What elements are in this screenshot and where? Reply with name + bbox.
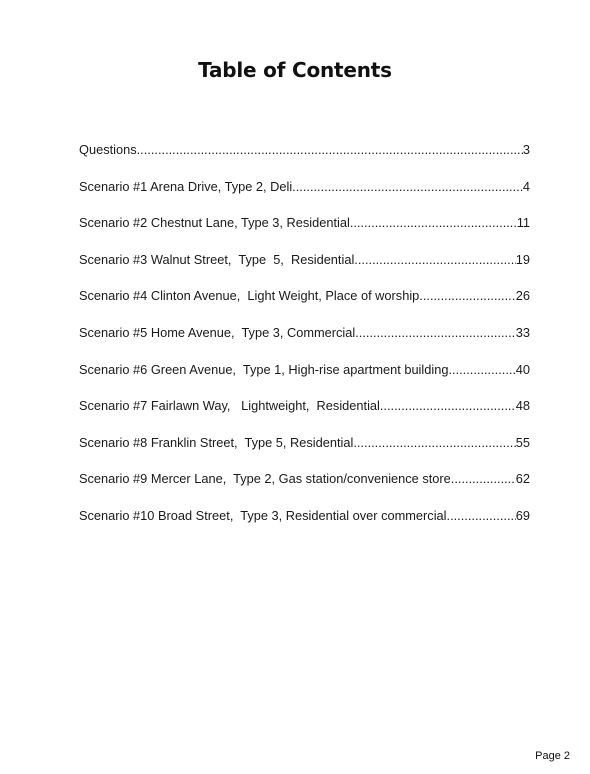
toc-dot-leader (419, 286, 515, 306)
toc-entry-scenario-4[interactable] (79, 286, 530, 323)
toc-entry-label: Scenario #2 Chestnut Lane, Type 3, Residential (79, 215, 350, 231)
toc-entry-label: Scenario #4 Clinton Avenue, Light Weight, Place of worship (79, 288, 420, 304)
toc-entry-label: Questions (79, 142, 137, 157)
toc-entry-page: 19 (515, 251, 530, 267)
toc-entry-page: 4 (522, 178, 530, 194)
toc-entry-scenario-8[interactable] (79, 433, 530, 470)
toc-entry-page: 48 (515, 398, 530, 414)
toc-entry-label: Scenario #5 Home Avenue, Type 3, Commercial (79, 324, 356, 340)
toc-entry-page: 62 (515, 471, 530, 487)
toc-entry-page: 40 (515, 361, 530, 377)
toc-dot-leader (353, 433, 515, 453)
toc-entry-scenario-10[interactable] (79, 506, 530, 543)
toc-entry-page: 33 (515, 324, 530, 340)
page-number: Page 2 (535, 750, 570, 762)
toc-entry-page: 11 (516, 215, 530, 231)
page-title: Table of Contents (198, 58, 392, 82)
toc-dot-leader (448, 360, 515, 380)
toc-list (79, 140, 530, 543)
toc-entry-scenario-2[interactable] (79, 213, 530, 250)
toc-dot-leader (355, 323, 516, 343)
toc-dot-leader (350, 213, 517, 233)
toc-dot-leader (354, 250, 515, 270)
toc-dot-leader (451, 469, 516, 489)
toc-entry-scenario-5[interactable] (79, 323, 530, 360)
toc-entry-scenario-6[interactable] (79, 360, 530, 397)
toc-entry-label: Scenario #1 Arena Drive, Type 2, Deli (79, 178, 293, 194)
toc-entry-questions[interactable] (79, 140, 530, 177)
toc-entry-scenario-3[interactable] (79, 250, 530, 287)
toc-dot-leader (380, 396, 516, 416)
toc-entry-page: 26 (515, 288, 530, 304)
toc-entry-label: Scenario #9 Mercer Lane, Type 2, Gas station/convenience store (79, 471, 451, 487)
toc-entry-page: 3 (522, 142, 530, 157)
toc-entry-page: 69 (515, 507, 530, 523)
toc-dot-leader (292, 177, 523, 197)
toc-entry-label: Scenario #8 Franklin Street, Type 5, Residential (79, 434, 354, 450)
toc-entry-scenario-7[interactable] (79, 396, 530, 433)
toc-dot-leader (137, 140, 523, 160)
toc-entry-label: Scenario #3 Walnut Street, Type 5, Residential (79, 251, 355, 267)
toc-entry-label: Scenario #10 Broad Street, Type 3, Residential over commercial (79, 507, 447, 523)
toc-entry-label: Scenario #7 Fairlawn Way, Lightweight, Residential (79, 398, 380, 414)
toc-dot-leader (447, 506, 516, 526)
toc-entry-scenario-9[interactable] (79, 469, 530, 506)
toc-entry-page: 55 (515, 434, 530, 450)
toc-entry-label: Scenario #6 Green Avenue, Type 1, High-rise apartment building (79, 361, 449, 377)
toc-entry-scenario-1[interactable] (79, 177, 530, 214)
